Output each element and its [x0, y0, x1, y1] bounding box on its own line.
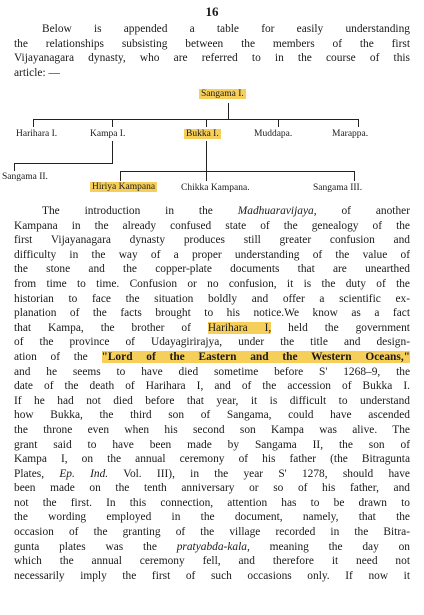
intro-line: Below is appended a table for easily understanding	[42, 23, 410, 35]
body-line: which the annual ceremony fell, and therefore it need not	[14, 555, 410, 568]
body-line: occasion of the granting of the village recorded in the Bitra-	[14, 526, 410, 539]
tree-node-grandchild: Sangama II.	[2, 172, 48, 182]
body-line: been made on the tenth anniversary or so of his father, and	[14, 482, 410, 495]
body-line: ation of the "Lord of the Eastern and the Western Oceans,"	[14, 350, 410, 363]
body-line: difficulty in the way of a proper understanding of the value of	[14, 248, 410, 261]
tree-connector	[14, 163, 15, 171]
body-line: Kampa I, on the annual ceremony of his father (the Bitragunta	[14, 453, 410, 466]
tree-node-child: Harihara I.	[16, 129, 58, 139]
body-paragraph	[14, 204, 410, 583]
tree-node-grandchild: Chikka Kampana.	[181, 183, 250, 193]
tree-node-child: Kampa I.	[90, 129, 126, 139]
tree-connector	[358, 119, 359, 127]
tree-node-grandchild: Hiriya Kampana	[92, 182, 156, 192]
body-line: the throne even when his second son Kampa was alive. The	[14, 423, 410, 436]
body-line: grant said to have been made by Sangama II, the son of	[14, 438, 410, 451]
tree-connector	[354, 171, 355, 181]
body-line: not the first. In this connection, attention has to be drawn to	[14, 496, 410, 509]
tree-node-child: Marappa.	[332, 129, 369, 139]
body-line: from time to time. Confusion or no confusion, it is the duty of the	[14, 277, 410, 290]
tree-connector	[206, 171, 207, 181]
tree-node-child: Muddapa.	[254, 129, 293, 139]
body-line: and he seems to have died sometime before S' 1268–9, the	[14, 365, 410, 378]
tree-node-grandchild: Sangama III.	[313, 183, 363, 193]
highlight-harihara: Harihara I,	[207, 321, 272, 334]
tree-connector	[120, 171, 355, 172]
tree-connector	[112, 119, 113, 127]
body-line: historian to face the situation boldly and offer a scientific ex-	[14, 292, 410, 305]
body-line: The introduction in the Madhuaravijaya, of another	[42, 205, 410, 217]
tree-connector	[112, 141, 113, 163]
body-line: necessarily imply the first of such occasions only. If now it	[14, 569, 410, 582]
tree-connector	[278, 119, 279, 127]
intro-paragraph	[14, 22, 410, 80]
intro-line: the relationships subsisting between the members of the first	[14, 37, 410, 50]
body-line: of the province of Udayagirirajya, under the title and design-	[14, 336, 410, 349]
intro-line: Vijayanagara dynasty, who are referred to in the course of this	[14, 52, 410, 65]
body-line: Plates, Ep. Ind. Vol. III), in the year S' 1278, should have	[14, 467, 410, 480]
body-line: that Kampa, the brother of Harihara I, held the government	[14, 321, 410, 334]
highlight-lord-title: "Lord of the Eastern and the Western Oceans,"	[101, 350, 410, 363]
tree-node-root: Sangama I.	[201, 89, 244, 99]
body-line: the wording employed in the document, namely, that the	[14, 511, 410, 524]
body-line: Kampana in the already confused state of the genealogy of the	[14, 219, 410, 232]
intro-line: article: —	[14, 66, 60, 79]
tree-connector	[228, 103, 229, 119]
body-line: If he had not died before that year, it is difficult to understand	[14, 394, 410, 407]
body-line: first Vijayanagara dynasty produces still greater confusion and	[14, 234, 410, 247]
body-line: the stone and the copper-plate documents that are unearthed	[14, 263, 410, 276]
body-line: how Bukka, the third son of Sangama, could have ascended	[14, 409, 410, 422]
tree-connector	[120, 171, 121, 181]
body-line: gunta plates was the pratyabda-kala, meaning the day on	[14, 540, 410, 553]
tree-connector	[33, 119, 34, 127]
tree-connector	[206, 119, 207, 127]
tree-node-child: Bukka I.	[186, 129, 219, 139]
body-line: date of the death of Harihara I, and of the accession of Bukka I.	[14, 380, 410, 393]
tree-connector	[14, 163, 113, 164]
page-number: 16	[205, 4, 219, 19]
body-line: planation of the facts brought to his notice.We know as a fact	[14, 307, 410, 320]
tree-connector	[33, 119, 359, 120]
tree-connector	[206, 141, 207, 171]
